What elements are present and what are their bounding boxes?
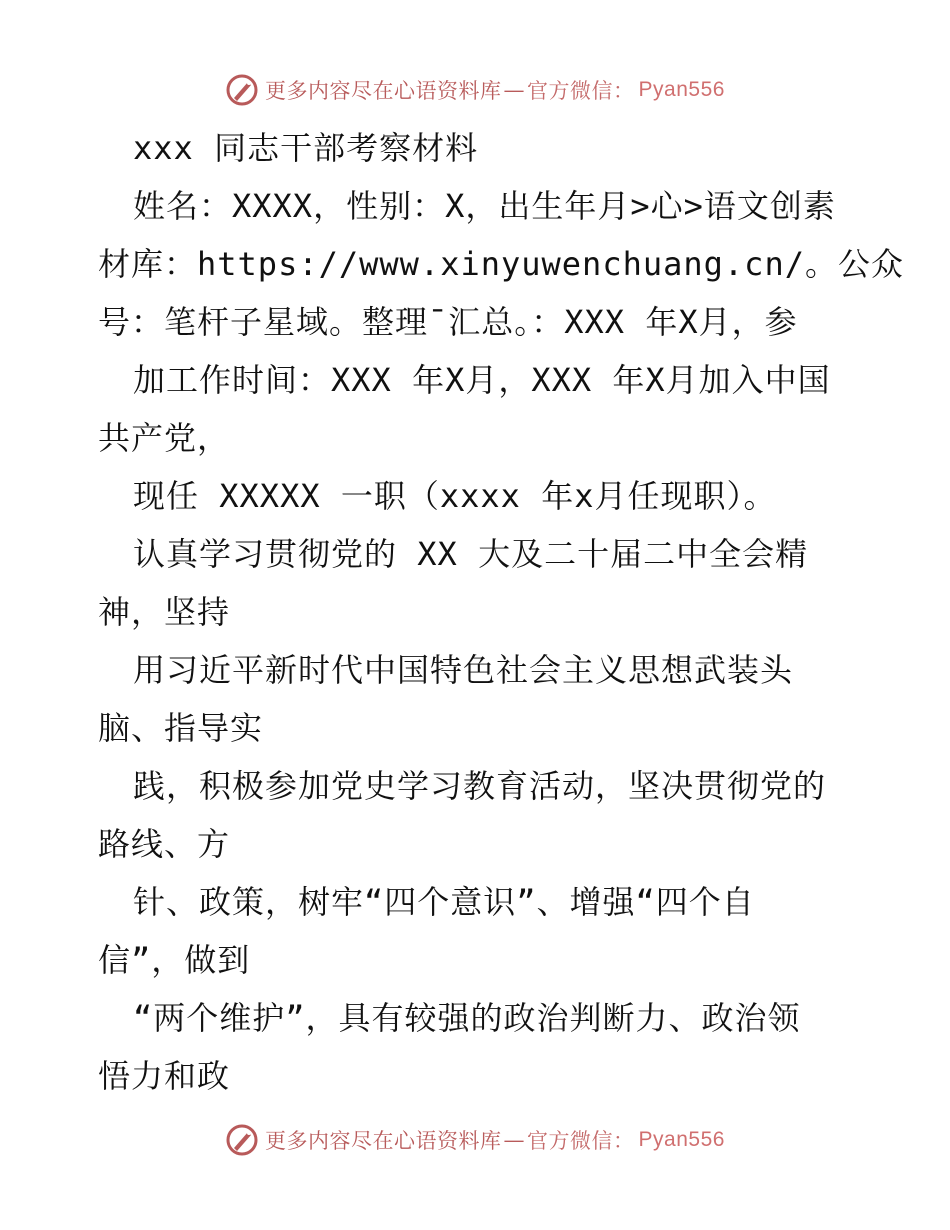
doc-line: 用习近平新时代中国特色社会主义思想武装头 <box>133 651 794 689</box>
doc-line: 针、政策，树牢“四个意识”、增强“四个自 <box>133 883 755 921</box>
doc-line: 路线、方 <box>98 825 231 863</box>
banner-wechat-handle: Pyan556 <box>638 1128 725 1151</box>
doc-line: “两个维护”，具有较强的政治判断力、政治领 <box>133 999 801 1037</box>
doc-line: 悟力和政 <box>98 1057 231 1095</box>
banner-promo-text: 更多内容尽在心语资料库 <box>265 79 502 103</box>
banner-dash: — <box>503 1128 526 1152</box>
banner-dash: — <box>503 78 526 102</box>
doc-line: 认真学习贯彻党的 XX 大及二十届二中全会精 <box>133 535 809 573</box>
pen-logo-icon <box>225 1123 259 1157</box>
banner-wechat-label: 官方微信： <box>527 1129 635 1153</box>
doc-line: 信”，做到 <box>98 941 251 979</box>
doc-line: 号：笔杆子星域。整理¯汇总。：XXX 年X月，参 <box>98 303 798 341</box>
doc-line: 神，坚持 <box>98 593 231 631</box>
doc-line: 姓名：XXXX，性别：X，出生年月>心>语文创素 <box>133 187 836 225</box>
doc-line: 加工作时间：XXX 年X月，XXX 年X月加入中国 <box>133 361 831 399</box>
doc-line: 脑、指导实 <box>98 709 264 747</box>
banner-wechat-label: 官方微信： <box>527 79 635 103</box>
doc-line: 践，积极参加党史学习教育活动，坚决贯彻党的 <box>133 767 827 805</box>
doc-line: 材库：https://www.xinyuwenchuang.cn/。公众 <box>98 245 904 283</box>
doc-title: xxx 同志干部考察材料 <box>133 129 479 167</box>
footer-watermark-banner <box>0 1120 950 1160</box>
banner-promo-text: 更多内容尽在心语资料库 <box>265 1129 502 1153</box>
doc-line: 共产党， <box>98 419 231 457</box>
doc-line: 现任 XXXXX 一职（xxxx 年x月任现职）。 <box>133 477 777 515</box>
banner-wechat-handle: Pyan556 <box>638 78 725 101</box>
